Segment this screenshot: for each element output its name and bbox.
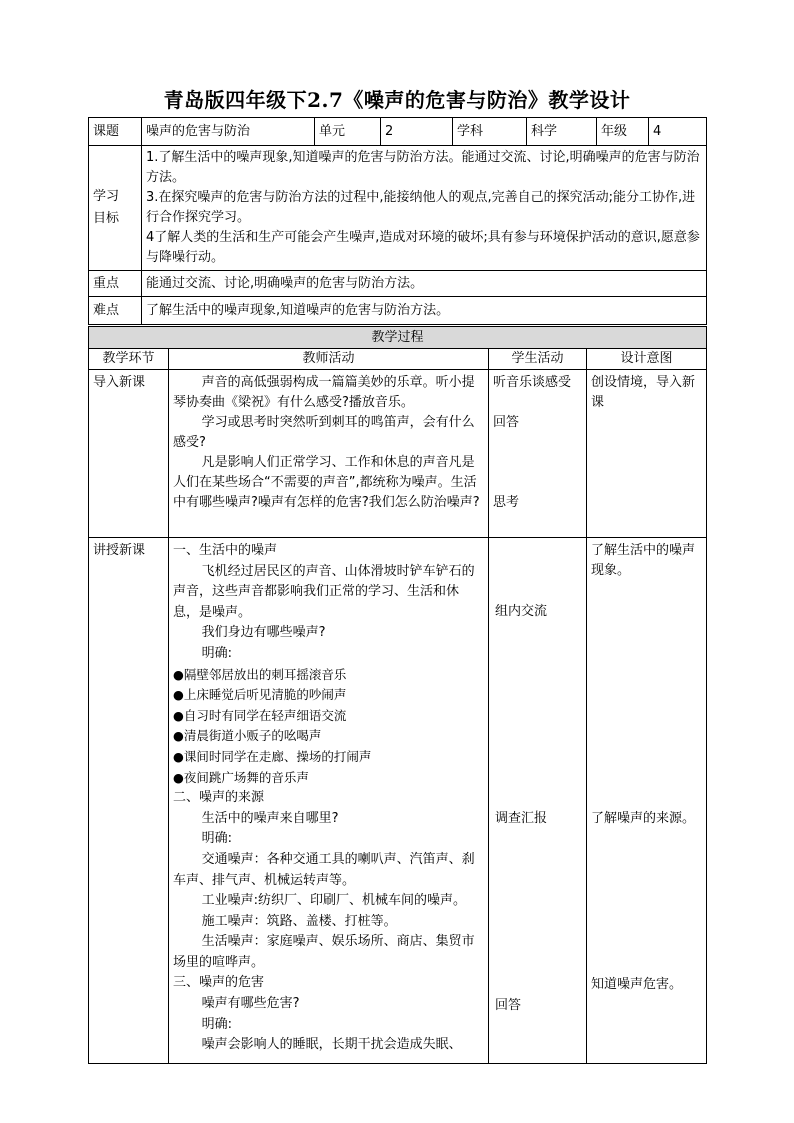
course-value: 噪声的危害与防治: [142, 118, 315, 146]
lecture-text: 交通噪声：各种交通工具的喇叭声、汽笛声、刹车声、排气声、机械运转声等。: [173, 851, 475, 888]
intro-teacher-text: 凡是影响人们正常学习、工作和休息的声音凡是人们在某些场合“不需要的声音”,都统称为噪声。生活中有哪些噪声?噪声有怎样的危害?我们怎么防治噪声?: [173, 455, 480, 510]
lecture-question: 我们身边有哪些噪声?: [201, 625, 326, 641]
bullet-item: ●上床睡觉后听见清脆的吵闹声: [173, 687, 347, 703]
intro-teacher: [169, 370, 489, 538]
lecture-answer-label: 明确:: [201, 645, 232, 661]
info-table: [88, 117, 707, 325]
intent-text: 了解生活中的噪声现象。: [591, 543, 696, 578]
student-activity: 组内交流: [495, 604, 548, 619]
document-title: 青岛版四年级下2.7《噪声的危害与防治》教学设计: [163, 88, 631, 112]
goal-item: 3.在探究噪声的危害与防治方法的过程中,能接纳他人的观点,完善自己的探究活动;能分工协作,进行合作探究学习。: [146, 190, 696, 225]
key-label: 重点: [89, 271, 142, 297]
col-stage-header: 教学环节: [89, 349, 169, 370]
lecture-answer-label: 明确:: [201, 1016, 232, 1032]
grade-value: 4: [649, 118, 707, 146]
section-title: 一、生活中的噪声: [173, 543, 278, 558]
student-activity: 调查汇报: [495, 811, 548, 826]
intent-text: 了解噪声的来源。: [591, 811, 696, 826]
col-student-header: 学生活动: [489, 349, 587, 370]
process-table: [88, 326, 707, 1064]
goals-content: [142, 146, 707, 271]
process-header: 教学过程: [89, 327, 707, 349]
lecture-teacher: [169, 538, 489, 1064]
bullet-item: ●隔壁邻居放出的刺耳摇滚音乐: [173, 666, 347, 682]
col-teacher-header: 教师活动: [169, 349, 489, 370]
goal-item: 4了解人类的生活和生产可能会产生噪声,造成对环境的破坏;具有参与环境保护活动的意识,愿意参与降噪行动。: [146, 230, 700, 265]
difficult-value: 了解生活中的噪声现象,知道噪声的危害与防治方法。: [142, 297, 707, 325]
lecture-stage: 讲授新课: [89, 538, 169, 1064]
bullet-item: ●自习时有同学在轻声细语交流: [173, 707, 347, 723]
unit-label: 单元: [315, 118, 381, 146]
subject-value: 科学: [527, 118, 597, 146]
student-activity: 听音乐谈感受: [493, 375, 572, 390]
course-label: 课题: [89, 118, 142, 146]
col-intent-header: 设计意图: [587, 349, 707, 370]
lecture-text: 生活噪声：家庭噪声、娱乐场所、商店、集贸市场里的喧哗声。: [173, 934, 475, 970]
lecture-text: 噪声会影响人的睡眠，长期干扰会造成失眠、: [201, 1037, 462, 1053]
intro-stage: 导入新课: [89, 370, 169, 538]
bullet-item: ●清晨街道小贩子的吆喝声: [173, 728, 322, 744]
lecture-text: 工业噪声:纺织厂、印刷厂、机械车间的噪声。: [201, 893, 466, 909]
section-title: 三、噪声的危害: [173, 975, 265, 991]
subject-label: 学科: [453, 118, 527, 146]
student-activity: 回答: [493, 415, 520, 430]
lecture-question: 噪声有哪些危害?: [201, 996, 300, 1012]
lecture-question: 生活中的噪声来自哪里?: [201, 810, 339, 826]
lecture-answer-label: 明确:: [201, 831, 232, 847]
difficult-label: 难点: [89, 297, 142, 325]
bullet-item: ●夜间跳广场舞的音乐声: [173, 769, 309, 785]
intent-text: 知道噪声危害。: [591, 977, 683, 992]
lecture-text: 施工噪声：筑路、盖楼、打桩等。: [201, 913, 397, 929]
goals-label-text: 学习目标: [93, 189, 120, 226]
intro-teacher-text: 学习或思考时突然听到刺耳的鸣笛声，会有什么感受?: [173, 415, 475, 450]
grade-label: 年级: [597, 118, 649, 146]
intro-intent: 创设情境，导入新课: [587, 370, 707, 538]
key-value: 能通过交流、讨论,明确噪声的危害与防治方法。: [142, 271, 707, 297]
bullet-item: ●课间时同学在走廊、操场的打闹声: [173, 748, 372, 764]
section-title: 二、噪声的来源: [173, 790, 265, 806]
student-activity: 思考: [493, 495, 520, 510]
goal-item: 1.了解生活中的噪声现象,知道噪声的危害与防治方法。能通过交流、讨论,明确噪声的危害与防治方法。: [146, 150, 700, 185]
goals-label: [89, 146, 142, 271]
intro-teacher-text: 声音的高低强弱构成一篇篇美妙的乐章。听小提琴协奏曲《梁祝》有什么感受?播放音乐。: [173, 375, 475, 410]
lecture-intent: [587, 538, 707, 1064]
lecture-student: [489, 538, 587, 1064]
intro-student: [489, 370, 587, 538]
student-activity: 回答: [495, 998, 522, 1013]
lecture-text: 飞机经过居民区的声音、山体滑坡时铲车铲石的声音，这些声音都影响我们正常的学习、生活和休息，是噪声。: [173, 563, 475, 620]
unit-value: 2: [381, 118, 453, 146]
